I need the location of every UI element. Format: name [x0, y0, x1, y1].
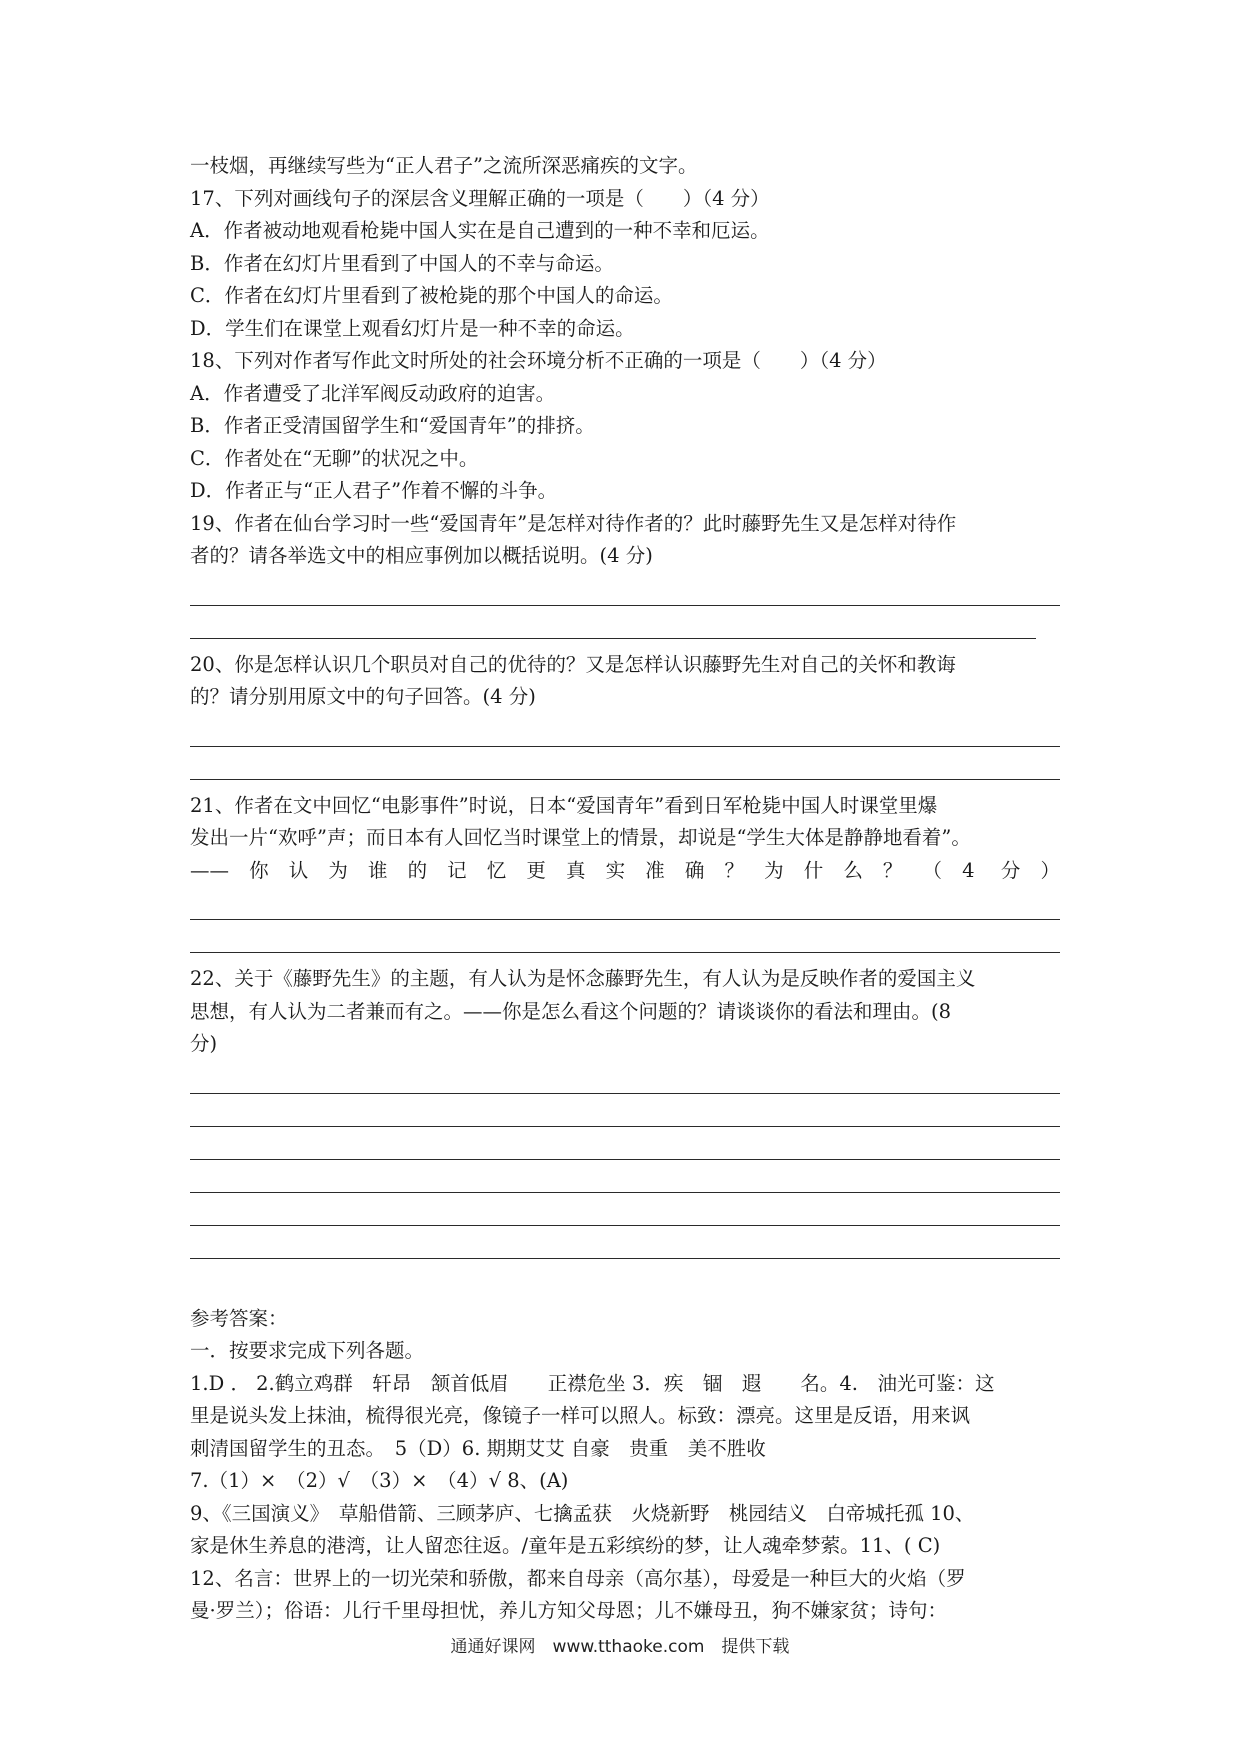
q22-line-2: 思想，有人认为二者兼而有之。——你是怎么看这个问题的？请谈谈你的看法和理由。(8: [190, 999, 952, 1023]
exam-page: [190, 150, 1060, 1628]
question-21: [190, 790, 1060, 954]
answer-line: [190, 606, 1036, 639]
answer-line: [190, 1061, 1060, 1094]
q18-option-b: B．作者正受清国留学生和“爱国青年”的排挤。: [190, 414, 595, 437]
answer-line-text: 1.D ． 2.鹤立鸡群 轩昂 颔首低眉 正襟危坐 3．疾 锢 遐 名。4. 油光可鉴：这: [190, 1371, 995, 1395]
q21-line-1: 21、作者在文中回忆“电影事件”时说，日本“爱国青年”看到日军枪毙中国人时课堂里爆: [190, 793, 938, 817]
question-20: [190, 649, 1060, 780]
q17-option-b: B．作者在幻灯片里看到了中国人的不幸与命运。: [190, 251, 614, 275]
question-19: [190, 508, 1060, 639]
answer-line: [190, 887, 1060, 920]
answer-key-heading: 参考答案：: [190, 1306, 288, 1330]
answer-section-1-title: 一．按要求完成下列各题。: [190, 1339, 425, 1362]
page-footer: 通通好课网 www.tthaoke.com 提供下载: [450, 1637, 790, 1657]
question-22: [190, 963, 1060, 1259]
answer-line: [190, 1094, 1060, 1127]
q18-stem: 18、下列对作者写作此文时所处的社会环境分析不正确的一项是（ ）（4 分）: [190, 349, 887, 372]
answer-line: [190, 1226, 1060, 1259]
answer-line: [190, 1160, 1060, 1193]
q21-line-2: 发出一片“欢呼”声；而日本有人回忆当时课堂上的情景，却说是“学生大体是静静地看着”。: [190, 826, 971, 849]
answer-line: [190, 747, 1060, 780]
q19-line-2: 者的？请各举选文中的相应事例加以概括说明。(4 分): [190, 544, 653, 567]
q18-option-c: C．作者处在“无聊”的状况之中。: [190, 446, 479, 470]
q20-line-2: 的？请分别用原文中的句子回答。(4 分): [190, 685, 536, 708]
q17-option-d: D．学生们在课堂上观看幻灯片是一种不幸的命运。: [190, 316, 635, 340]
q22-line-3: 分): [190, 1032, 218, 1055]
q21-line-3: ——你认为谁的记忆更真实准确？为什么？（4 分）: [190, 858, 1060, 882]
q17-option-c: C．作者在幻灯片里看到了被枪毙的那个中国人的命运。: [190, 284, 673, 307]
q19-line-1: 19、作者在仙台学习时一些“爱国青年”是怎样对待作者的？此时藤野先生又是怎样对待作: [190, 511, 957, 535]
answer-line-text: 里是说头发上抹油，梳得很光亮，像镜子一样可以照人。标致：漂亮。这里是反语，用来讽: [190, 1404, 971, 1427]
q18-option-a: A．作者遭受了北洋军阀反动政府的迫害。: [190, 381, 556, 405]
q16-tail-text: 一枝烟，再继续写些为“正人君子”之流所深恶痛疾的文字。: [190, 154, 698, 177]
question-17: [190, 183, 1060, 346]
answer-key: [190, 1303, 1060, 1628]
question-18: [190, 345, 1060, 508]
q18-option-d: D．作者正与“正人君子”作着不懈的斗争。: [190, 479, 558, 502]
answer-line: [190, 920, 1060, 953]
answer-line-text: 刺清国留学生的丑态。 5（D）6. 期期艾艾 自豪 贵重 美不胜收: [190, 1436, 766, 1460]
answer-line-text: 曼·罗兰）；俗语：儿行千里母担忧，养儿方知父母恩；儿不嫌母丑，狗不嫌家贫；诗句：: [190, 1599, 947, 1622]
answer-line-text: 家是休生养息的港湾，让人留恋往返。/童年是五彩缤纷的梦，让人魂牵梦萦。11、( C): [190, 1534, 941, 1557]
q17-option-a: A．作者被动地观看枪毙中国人实在是自己遭到的一种不幸和厄运。: [190, 219, 770, 242]
answer-line: [190, 714, 1060, 747]
q17-stem: 17、下列对画线句子的深层含义理解正确的一项是（ ）（4 分）: [190, 186, 770, 210]
answer-line: [190, 573, 1060, 606]
answer-line-text: 12、名言：世界上的一切光荣和骄傲，都来自母亲（高尔基），母爱是一种巨大的火焰（罗: [190, 1566, 966, 1590]
answer-line: [190, 1193, 1060, 1226]
q22-line-1: 22、关于《藤野先生》的主题，有人认为是怀念藤野先生，有人认为是反映作者的爱国主义: [190, 967, 976, 990]
answer-line: [190, 1127, 1060, 1160]
q20-line-1: 20、你是怎样认识几个职员对自己的优待的？又是怎样认识藤野先生对自己的关怀和教诲: [190, 652, 956, 676]
answer-line-text: 7.（1）× （2）√ （3）× （4）√ 8、(A): [190, 1469, 569, 1492]
answer-line-text: 9、《三国演义》 草船借箭、三顾茅庐、七擒孟获 火烧新野 桃园结义 白帝城托孤 10、: [190, 1501, 975, 1525]
